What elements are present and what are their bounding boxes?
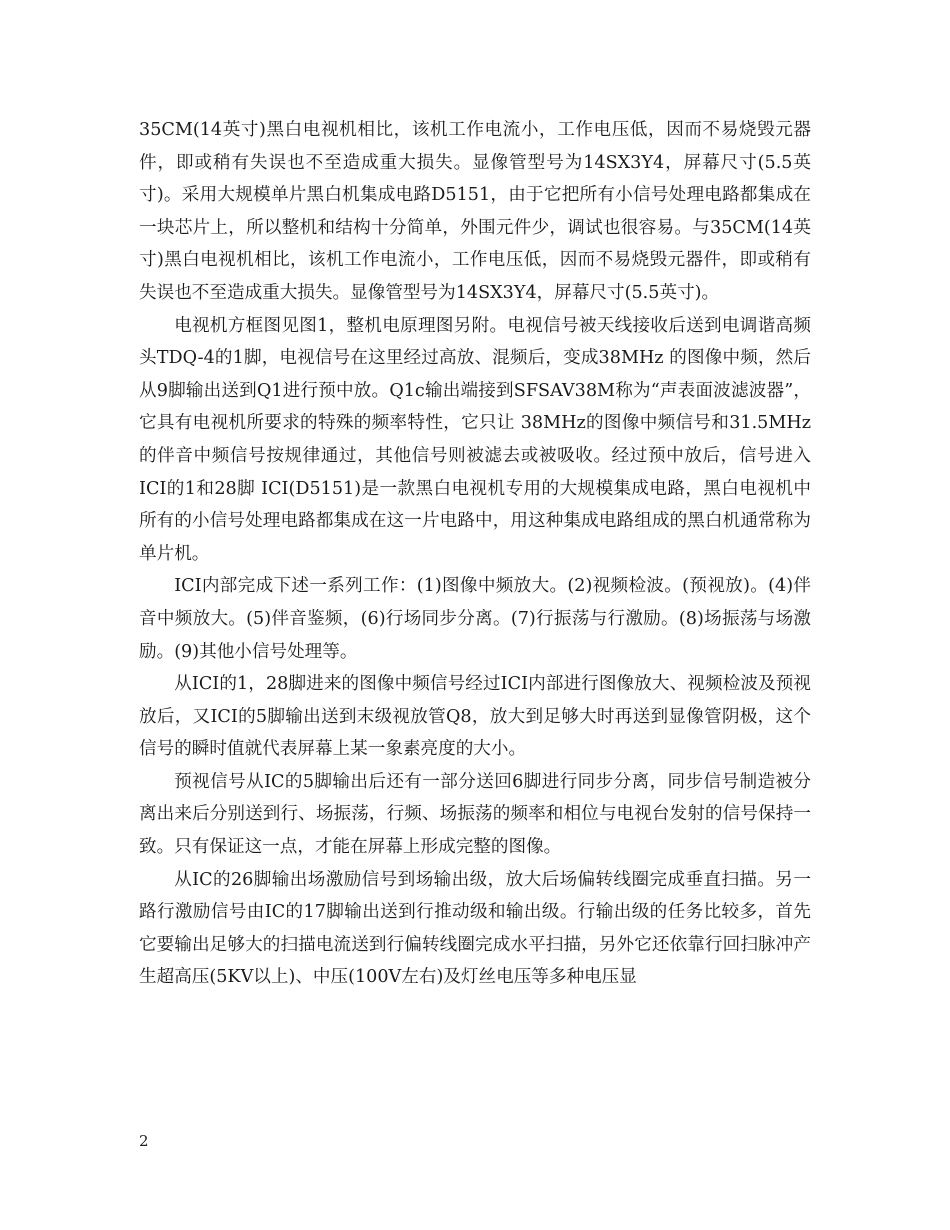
- paragraph-scan-output: 从IC的26脚输出场激励信号到场输出级，放大后场偏转线圈完成垂直扫描。另一路行激励信号由IC的17脚输出送到行推动级和输出级。行输出级的任务比较多，首先它要输出足够大的扫描电流送到行偏转线圈完成水平扫描，另外它还依靠行回扫脉冲产生超高压(5KV以上)、中压(100V左右)及灯丝电压等多种电压显: [139, 869, 811, 988]
- paragraph-block-diagram: 电视机方框图见图1，整机电原理图另附。电视信号被天线接收后送到电调谐高频头TDQ-4的1脚，电视信号在这里经过高放、混频后，变成38MHz 的图像中频，然后从9脚输出送到Q1进行预中放。Q1c输出端接到SFSAV38M称为“声表面波滤波器”，它具有电视机所要求的特殊的频率特性，它只让 38MHz的图像中频信号和31.5MHz的伴音中频信号按规律通过，其他信号则被滤去或被吸收。经过预中放后，信号进入ICI的1和28脚 ICI(D5151)是一款黑白电视机专用的大规模集成电路，黑白电视机中所有的小信号处理电路都集成在这一片电路中，用这种集成电路组成的黑白机通常称为单片机。: [139, 315, 811, 564]
- paragraph-continued: 35CM(14英寸)黑白电视机相比，该机工作电流小，工作电压低，因而不易烧毁元器件，即或稍有失误也不至造成重大损失。显像管型号为14SX3Y4，屏幕尺寸(5.5英寸)。采用大规模单片黑白机集成电路D5151，由于它把所有小信号处理电路都集成在一块芯片上，所以整机和结构十分简单，外围元件少，调试也很容易。与35CM(14英寸)黑白电视机相比，该机工作电流小，工作电压低，因而不易烧毁元器件，即或稍有失误也不至造成重大损失。显像管型号为14SX3Y4，屏幕尺寸(5.5英寸)。: [139, 120, 811, 303]
- paragraph-video-path: 从ICI的1，28脚进来的图像中频信号经过ICI内部进行图像放大、视频检波及预视放后，又ICI的5脚输出送到末级视放管Q8，放大到足够大时再送到显像管阴极，这个信号的瞬时值就代表屏幕上某一象素亮度的大小。: [139, 674, 811, 760]
- paragraph-ic-functions: ICI内部完成下述一系列工作：(1)图像中频放大。(2)视频检波。(预视放)。(4)伴音中频放大。(5)伴音鉴频，(6)行场同步分离。(7)行振荡与行激励。(8)场振荡与场激励。(9)其他小信号处理等。: [139, 576, 811, 662]
- paragraph-sync-separation: 预视信号从IC的5脚输出后还有一部分送回6脚进行同步分离，同步信号制造被分离出来后分别送到行、场振荡，行频、场振荡的频率和相位与电视台发射的信号保持一致。只有保证这一点，才能在屏幕上形成完整的图像。: [139, 771, 811, 858]
- page-number: 2: [139, 1132, 149, 1150]
- body-text: [139, 114, 811, 994]
